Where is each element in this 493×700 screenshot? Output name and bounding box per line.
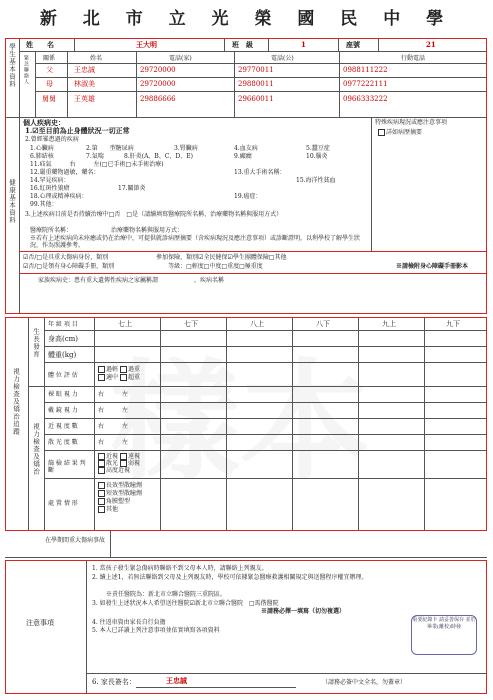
disease-2[interactable]: 2.第 型糖尿病 — [86, 145, 134, 152]
signature-hint: （請務必簽中文全名，勿蓋章） — [322, 679, 407, 686]
history-item-past-diseases: 2.曾經罹患過的疾病 — [25, 136, 79, 143]
disability-handbook-line[interactable]: ☑否/□是領有身心障礙手冊，類別 等級：□輕度□中度□重度□極重度 — [23, 263, 263, 270]
right-eye-label: 右 — [98, 423, 105, 430]
treatment-label: 處 置 情 形 — [48, 500, 78, 507]
note-2: 2. 續上述1，若無法聯絡到父母及上列親友時，學校可依據緊急醫療救護相關規定與送醫程序權宜辦理。 — [92, 574, 368, 581]
contact-2-relation[interactable]: 母 — [46, 80, 53, 88]
disease-4[interactable]: 4.血友病 — [234, 145, 258, 152]
history-item-normal[interactable]: 1.☑至目前為止身體狀況一切正常 — [25, 126, 130, 135]
note-1: 1. 當孩子發生緊急傷病時聯絡不到父母本人時，請聯絡上列親友。 — [92, 565, 268, 572]
contacts-header-relation: 關係 — [43, 55, 56, 62]
disease-13[interactable]: 13.重大手術名稱： — [234, 169, 286, 176]
disease-3[interactable]: 3.腎臟病 — [174, 145, 198, 152]
diag-amblyopia: 弱視 — [127, 460, 140, 467]
note-3-warning: ※請務必擇一填寫（切勿複選） — [261, 608, 346, 615]
diag-myopia: 近視 — [106, 453, 119, 460]
record-card-stamp: 重要紀錄卡 請妥善保存 並於畢業(離校)時發 — [411, 615, 477, 655]
left-eye-label: 左 — [122, 407, 129, 414]
checkbox-icon — [378, 129, 385, 136]
disease-6[interactable]: 6.肺結核 — [30, 153, 54, 160]
class-label: 班 級 — [232, 40, 253, 49]
student-name[interactable]: 王大明 — [136, 40, 157, 49]
notes-box — [5, 560, 487, 694]
contact-3-home[interactable]: 29886666 — [140, 95, 176, 103]
glasses-right-left[interactable] — [98, 407, 128, 414]
naked-vision-label: 裸 眼 視 力 — [48, 391, 78, 398]
contact-2-office[interactable]: 29880011 — [238, 80, 274, 88]
disease-19[interactable]: 19.癌症： — [234, 193, 262, 200]
right-eye-label: 右 — [98, 391, 105, 398]
contact-3-mobile[interactable]: 0966333222 — [343, 95, 388, 103]
checkbox-icon — [120, 453, 127, 460]
disease-99[interactable]: 99.其他： — [30, 201, 58, 208]
grade-7b: 七下 — [184, 320, 198, 328]
disease-8[interactable]: 8.肝炎(A、B、C、D、E) — [124, 153, 193, 160]
seat-value[interactable]: 21 — [426, 40, 436, 49]
treat-long-acting: 長效型散瞳劑 — [106, 482, 143, 489]
disease-15[interactable]: 15.海洋性貧血 — [296, 177, 336, 184]
disease-12[interactable]: 12.嚴重藥物過敏，藥名： — [30, 169, 100, 176]
section-label-vision: 視力檢查及矯治追蹤 — [12, 368, 20, 436]
contact-3-name[interactable]: 王英雄 — [74, 95, 95, 103]
contact-1-home[interactable]: 29720000 — [140, 66, 176, 74]
contact-3-relation[interactable]: 舅舅 — [42, 95, 56, 103]
myopia-label: 近 視 度 數 — [48, 423, 78, 430]
contact-1-name[interactable]: 王忠誠 — [74, 66, 95, 74]
contact-1-relation[interactable]: 父 — [46, 66, 53, 74]
contacts-header-mobile: 行動電話 — [401, 55, 426, 62]
history-heading: 個人疾病史： — [23, 118, 65, 127]
note-5: 5. 本人已詳讀上列注意事項並依實填寫各項資料 — [92, 627, 220, 634]
checkbox-icon — [98, 467, 105, 474]
left-eye-label: 左 — [122, 391, 129, 398]
parent-signature-label: 6. 家長簽名： — [92, 678, 136, 686]
special-notes-title: 特殊疾病現況或應注意事項 — [375, 119, 448, 126]
contact-2-home[interactable]: 29720000 — [140, 80, 176, 88]
growth-vision-box — [5, 317, 487, 531]
checkbox-icon — [98, 460, 105, 467]
grade-8a: 八上 — [250, 320, 264, 328]
screening-result-label: 篩 檢 結 果 判 斷 — [48, 460, 86, 475]
treat-ortho-k: 角膜塑型 — [106, 498, 131, 505]
bmi-option-normal: 適中 — [106, 374, 119, 381]
grade-9a: 九上 — [382, 320, 396, 328]
disease-7[interactable]: 7.氣喘 — [86, 153, 104, 160]
weight-label: 體重(kg) — [48, 351, 77, 359]
disease-18[interactable]: 18.心理或精神疾病： — [30, 193, 88, 200]
bmi-option-overweight: 過重 — [127, 366, 140, 373]
disease-14[interactable]: 14.罕見疾病： — [30, 177, 70, 184]
checkbox-icon — [98, 453, 105, 460]
section-label-basic: 學生基本資料 — [8, 43, 16, 88]
contacts-header-office: 電話(公) — [271, 55, 294, 62]
class-value[interactable]: 1 — [301, 40, 306, 49]
notes-label: 注意事項 — [26, 619, 54, 627]
checkbox-icon — [98, 366, 105, 373]
contacts-header-name: 姓名 — [90, 55, 103, 62]
bmi-label: 體 位 評 估 — [48, 372, 78, 379]
left-eye-label: 左 — [122, 439, 129, 446]
grade-9b: 九下 — [446, 320, 460, 328]
major-illness-line[interactable]: ☑否/□是具重大傷病身份，類別 參加保險，類別☑全民健保☑學生團體保險□其他 — [23, 254, 287, 261]
contact-1-office[interactable]: 29770011 — [238, 66, 274, 74]
contact-3-office[interactable]: 29660011 — [238, 95, 274, 103]
checkbox-icon — [98, 482, 105, 489]
left-eye-label: 左 — [122, 423, 129, 430]
disease-10[interactable]: 10.腦炎 — [306, 153, 328, 160]
bmi-options[interactable] — [98, 366, 140, 382]
contacts-header-home: 電話(家) — [169, 55, 192, 62]
diag-astigmatism: 散光 — [106, 460, 119, 467]
treat-short-acting: 短效型散瞳劑 — [106, 490, 143, 497]
right-eye-label: 右 — [98, 407, 105, 414]
checkbox-icon — [98, 498, 105, 505]
checkbox-icon — [120, 374, 127, 381]
contact-2-mobile[interactable]: 0977222111 — [343, 80, 388, 88]
contacts-side-label: 緊急聯絡人 — [23, 55, 29, 85]
clinic-line[interactable]: 醫療院所名稱： 治療藥物名稱與服用方式： — [30, 227, 223, 234]
diag-hyperopia: 遠視 — [127, 453, 140, 460]
section-label-eyes: 視力檢查及矯治 — [32, 423, 40, 476]
checkbox-icon — [98, 506, 105, 513]
handbook-note: ※請檢附身心障礙手冊影本 — [396, 263, 469, 270]
student-info-box — [5, 38, 487, 314]
treatment-options[interactable] — [98, 482, 142, 514]
contact-1-mobile[interactable]: 0988111222 — [343, 66, 388, 74]
height-label: 身高(cm) — [48, 335, 79, 343]
family-history-line[interactable]: 家族疾病史：患有重大遺傳性疾病之家屬稱謂 ，疾病名稱 — [38, 277, 261, 284]
parent-signature[interactable]: 王忠誠 — [166, 676, 187, 685]
contact-2-name[interactable]: 林淑美 — [74, 80, 95, 88]
grade-7a: 七上 — [118, 320, 132, 328]
checkbox-icon — [120, 460, 127, 467]
astigmatism-label: 散 光 度 數 — [48, 439, 78, 446]
checkbox-icon — [98, 490, 105, 497]
emergency-events-label: 在學期間重大傷病事故 — [44, 537, 105, 544]
treatment-question[interactable]: 3.上述疾病目前是否持續治療中□否 □是（請續填寫醫療院所名稱、治療藥物名稱與服用方式） — [25, 211, 283, 218]
astig-right-left[interactable] — [98, 439, 128, 446]
myopia-right-left[interactable] — [98, 423, 128, 430]
note-3[interactable]: 3. 如發生上述狀況本人希望送往醫院☑新北市立聯合醫院 □馬偕醫院 — [92, 600, 279, 607]
glasses-vision-label: 戴 鏡 視 力 — [48, 407, 78, 414]
section-label-growth: 生長發育 — [32, 328, 40, 358]
note-responsible-hospital: ※責任醫院為：新北市立聯合醫院三重院區。 — [106, 591, 227, 598]
checkbox-icon — [120, 366, 127, 373]
special-notes-item[interactable] — [378, 129, 422, 136]
right-eye-label: 右 — [98, 439, 105, 446]
seat-label: 座號 — [346, 40, 360, 49]
bmi-option-obese: 超重 — [127, 374, 140, 381]
treat-other: 其他 — [106, 506, 119, 513]
bmi-option-underweight: 過輕 — [106, 366, 119, 373]
grade-item-label: 年 級 項 目 — [48, 321, 78, 328]
name-label: 姓 名 — [26, 40, 54, 49]
grade-8b: 八下 — [316, 320, 330, 328]
disease-11[interactable]: 11.疝氣 右 左(□已手術□未手術治療) — [30, 161, 164, 168]
disease-17[interactable]: 17.關節炎 — [118, 185, 146, 192]
form-title: 新 北 市 立 光 榮 國 民 中 學 — [39, 9, 454, 29]
disease-9[interactable]: 9.癲癇 — [234, 153, 252, 160]
special-notes-item-label: 詳如病歷摘要 — [386, 129, 423, 136]
disease-5[interactable]: 5.蠶豆症 — [306, 145, 330, 152]
history-note: ※若有上述疾病尚未痊癒或仍在治療中，可提供就診病歷摘要（含疾病現況及應注意事項）或診斷證明，以利學校了解學生狀況，作為照護參考。 — [30, 235, 361, 250]
diag-high-myopia: 高度近視 — [106, 467, 131, 474]
disease-1[interactable]: 1.心臟病 — [30, 145, 54, 152]
disease-16[interactable]: 16.紅斑性狼瘡 — [30, 185, 70, 192]
naked-right-left[interactable] — [98, 391, 128, 398]
screening-options[interactable] — [98, 453, 140, 474]
section-label-health: 健康基本資料 — [8, 179, 16, 224]
note-4: 4. 往返車資由家長自行負擔 — [92, 619, 166, 626]
checkbox-icon — [98, 374, 105, 381]
